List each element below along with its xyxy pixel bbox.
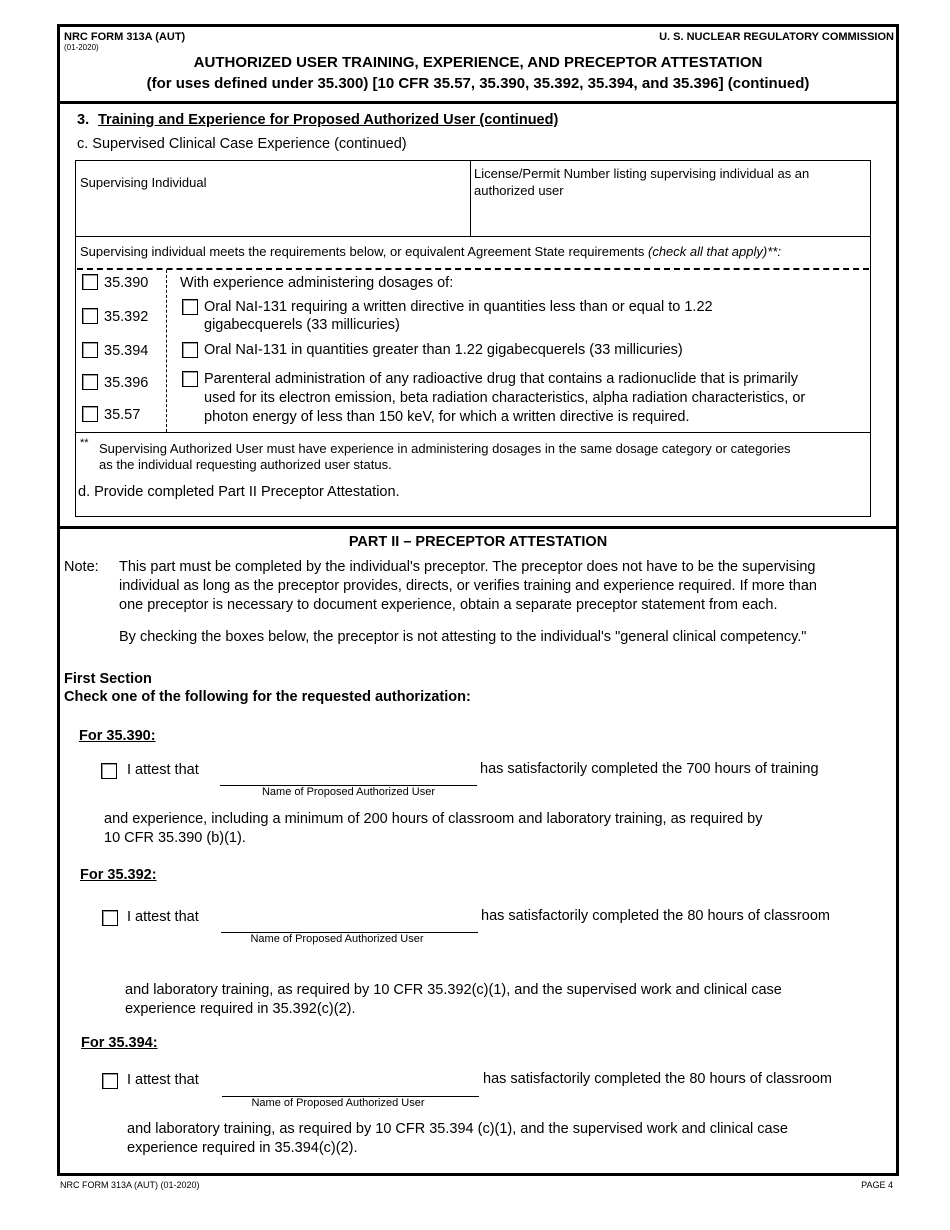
- part2-rule: [57, 526, 899, 529]
- form-date: (01-2020): [64, 43, 99, 52]
- option1-line2: gigabecquerels (33 millicuries): [204, 317, 400, 333]
- form-id: NRC FORM 313A (AUT): [64, 31, 186, 43]
- checkbox-35-394[interactable]: [82, 342, 98, 358]
- footnote-line2: as the individual requesting authorized user status.: [99, 457, 392, 472]
- with-experience-text: With experience administering dosages of:: [180, 275, 454, 291]
- part2-title: PART II – PRECEPTOR ATTESTATION: [348, 534, 608, 550]
- section3-heading: Training and Experience for Proposed Authorized User (continued): [98, 112, 559, 128]
- form-subtitle: (for uses defined under 35.300) [10 CFR 35.57, 35.390, 35.392, 35.394, and 35.396] (continued): [146, 75, 810, 92]
- name-field-35-390[interactable]: [220, 762, 476, 784]
- name-caption-35-390: Name of Proposed Authorized User: [261, 786, 436, 798]
- footnote-mark: **: [80, 437, 89, 449]
- checkbox-35-392[interactable]: [82, 308, 98, 324]
- for-35-390-heading: For 35.390:: [79, 728, 156, 744]
- name-field-35-394[interactable]: [222, 1073, 478, 1095]
- attest-checkbox-35-394[interactable]: [102, 1073, 118, 1089]
- name-caption-35-394: Name of Proposed Authorized User: [251, 1097, 425, 1109]
- note-line4: By checking the boxes below, the preceptor is not attesting to the individual's "general clinical competency.": [119, 629, 807, 645]
- option3-line2: used for its electron emission, beta radiation characteristics, alpha radiation characteristics, or: [204, 390, 806, 406]
- first-section-heading: First Section: [64, 671, 152, 687]
- table-divider: [470, 160, 471, 236]
- attest-tail-35-394: has satisfactorily completed the 80 hours of classroom: [483, 1071, 832, 1087]
- note-label: Note:: [64, 559, 99, 575]
- dashed-separator: [77, 268, 869, 270]
- attest-cont1-35-394: and laboratory training, as required by 10 CFR 35.394 (c)(1), and the supervised work and clinical case: [127, 1121, 788, 1137]
- attest-tail-35-392: has satisfactorily completed the 80 hours of classroom: [481, 908, 830, 924]
- attest-label-35-392: I attest that: [127, 909, 199, 925]
- checkbox-35-396[interactable]: [82, 374, 98, 390]
- license-number-field[interactable]: [474, 202, 864, 232]
- name-field-35-392[interactable]: [221, 909, 477, 931]
- header-rule: [57, 101, 899, 104]
- form-title: AUTHORIZED USER TRAINING, EXPERIENCE, AND PRECEPTOR ATTESTATION: [193, 54, 763, 71]
- supervising-individual-field[interactable]: [80, 192, 465, 230]
- agency-name: U. S. NUCLEAR REGULATORY COMMISSION: [659, 31, 894, 43]
- for-35-392-heading: For 35.392:: [80, 867, 157, 883]
- option2-text: Oral NaI-131 in quantities greater than 1.22 gigabecquerels (33 millicuries): [204, 342, 683, 358]
- option1-line1: Oral NaI-131 requiring a written directive in quantities less than or equal to 1.22: [204, 299, 713, 315]
- reg-label-35-396: 35.396: [104, 375, 149, 391]
- dashed-divider: [166, 270, 167, 432]
- footnote-line1: Supervising Authorized User must have experience in administering dosages in the same dosage category or categories: [99, 441, 791, 456]
- license-label-line2: authorized user: [474, 183, 564, 198]
- checkbox-35-57[interactable]: [82, 406, 98, 422]
- attest-checkbox-35-390[interactable]: [101, 763, 117, 779]
- reg-label-35-392: 35.392: [104, 309, 149, 325]
- for-35-394-heading: For 35.394:: [81, 1035, 158, 1051]
- section3c-heading: c. Supervised Clinical Case Experience (continued): [77, 136, 407, 152]
- attest-label-35-394: I attest that: [127, 1072, 199, 1088]
- footer-form-id: NRC FORM 313A (AUT) (01-2020): [60, 1180, 200, 1190]
- license-label-line1: License/Permit Number listing supervising individual as an: [474, 166, 810, 181]
- note-line2: individual as long as the preceptor provides, directs, or verifies training and experience required. If more than: [119, 578, 817, 594]
- attest-cont1-35-392: and laboratory training, as required by 10 CFR 35.392(c)(1), and the supervised work and clinical case: [125, 982, 782, 998]
- checkbox-35-390[interactable]: [82, 274, 98, 290]
- reg-label-35-57: 35.57: [104, 407, 141, 423]
- reg-label-35-394: 35.394: [104, 343, 149, 359]
- checkbox-oral-nai-gt[interactable]: [182, 342, 198, 358]
- section3d-text: d. Provide completed Part II Preceptor Attestation.: [78, 484, 400, 500]
- option3-line3: photon energy of less than 150 keV, for which a written directive is required.: [204, 409, 690, 425]
- option3-line1: Parenteral administration of any radioactive drug that contains a radionuclide that is primarily: [204, 371, 799, 387]
- attest-cont2-35-392: experience required in 35.392(c)(2).: [125, 1001, 356, 1017]
- note-line3: one preceptor is necessary to document experience, obtain a separate preceptor statement from each.: [119, 597, 778, 613]
- footnote-rule: [75, 432, 871, 433]
- attest-cont2-35-394: experience required in 35.394(c)(2).: [127, 1140, 358, 1156]
- attest-tail-35-390: has satisfactorily completed the 700 hours of training: [480, 761, 819, 777]
- attest-label-35-390: I attest that: [127, 762, 199, 778]
- name-caption-35-392: Name of Proposed Authorized User: [250, 933, 424, 945]
- section3-number: 3.: [77, 112, 90, 128]
- checkbox-oral-nai-le[interactable]: [182, 299, 198, 315]
- reg-label-35-390: 35.390: [104, 275, 149, 291]
- attest-cont2-35-390: 10 CFR 35.390 (b)(1).: [104, 830, 246, 846]
- supervising-individual-label: Supervising Individual: [80, 175, 207, 190]
- meets-requirements-text: Supervising individual meets the requirements below, or equivalent Agreement State requirements (check all that apply)**:: [80, 244, 781, 259]
- note-line1: This part must be completed by the individual's preceptor. The preceptor does not have to be the supervising: [119, 559, 816, 575]
- table-rule: [75, 236, 871, 237]
- check-one-instruction: Check one of the following for the requested authorization:: [64, 689, 471, 705]
- attest-cont1-35-390: and experience, including a minimum of 200 hours of classroom and laboratory training, as required by: [104, 811, 763, 827]
- footer-page-number: PAGE 4: [861, 1180, 893, 1190]
- attest-checkbox-35-392[interactable]: [102, 910, 118, 926]
- checkbox-parenteral[interactable]: [182, 371, 198, 387]
